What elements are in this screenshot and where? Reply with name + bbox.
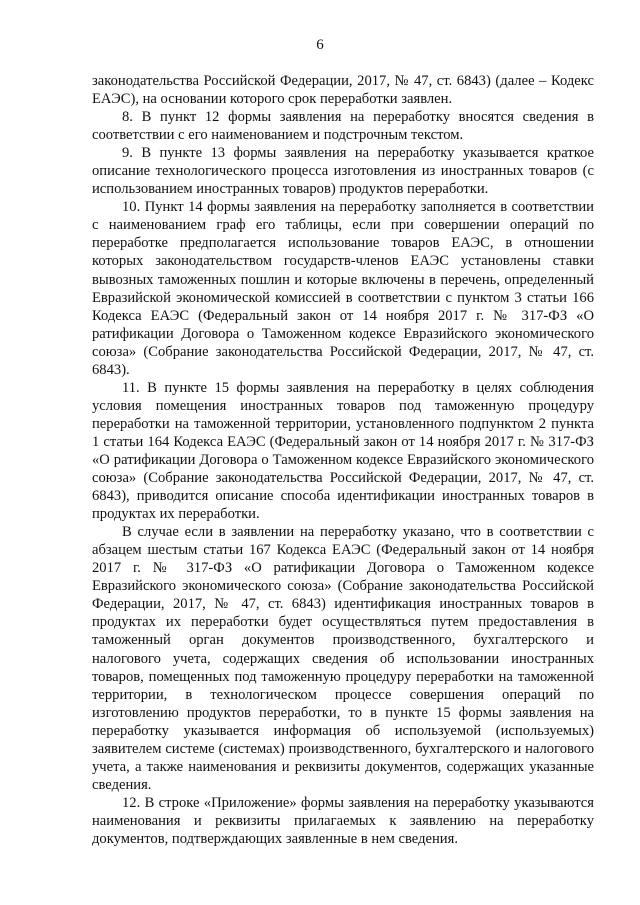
paragraph-item-12: 12. В строке «Приложение» формы заявления на переработку указываются наименования и реквизиты прилагаемых к заявлению на переработку документов, подтверждающих заявленные в нем сведения.	[92, 794, 594, 847]
paragraph-continuation: законодательства Российской Федерации, 2017, № 47, ст. 6843) (далее – Кодекс ЕАЭС), на основании которого срок переработки заявлен.	[92, 73, 594, 108]
paragraph-item-10: 10. Пункт 14 формы заявления на переработку заполняется в соответствии с наименованием граф его таблицы, если при совершении операций по переработке предполагается использование товаров ЕАЭС, в отношении которых законодательством государств-членов ЕАЭС установлены ставки вывозных таможенных пошлин и которые включены в перечень, определенный Евразийской экономической комиссией в соответствии с пунктом 3 статьи 166 Кодекса ЕАЭС (Федеральный закон от 14 ноября 2017 г. № 317-ФЗ «О ратификации Договора о Таможенном кодексе Евразийского экономического союза» (Собрание законодательства Российской Федерации, 2017, № 47, ст. 6843).	[92, 199, 594, 378]
paragraph-item-9: 9. В пункте 13 формы заявления на переработку указывается краткое описание технологического процесса изготовления из иностранных товаров (с использованием иностранных товаров) продуктов переработки.	[92, 145, 594, 198]
page-number: 6	[316, 37, 324, 53]
paragraph-item-8: 8. В пункт 12 формы заявления на переработку вносятся сведения в соответствии с его наименованием и подстрочным текстом.	[92, 109, 594, 144]
document-body	[92, 72, 594, 848]
paragraph-item-11: 11. В пункте 15 формы заявления на переработку в целях соблюдения условия помещения иностранных товаров под таможенную процедуру переработки на таможенной территории, установленного подпунктом 2 пункта 1 статьи 164 Кодекса ЕАЭС (Федеральный закон от 14 ноября 2017 г. № 317-ФЗ «О ратификации Договора о Таможенном кодексе Евразийского экономического союза» (Собрание законодательства Российской Федерации, 2017, № 47, ст. 6843), приводится описание способа идентификации иностранных товаров в продуктах их переработки.	[92, 379, 594, 523]
paragraph-item-11-case: В случае если в заявлении на переработку указано, что в соответствии с абзацем шестым статьи 167 Кодекса ЕАЭС (Федеральный закон от 14 ноября 2017 г. № 317-ФЗ «О ратификации Договора о Таможенном кодексе Евразийского экономического союза» (Собрание законодательства Российской Федерации, 2017, № 47, ст. 6843) идентификация иностранных товаров в продуктах их переработки будет осуществляться путем предоставления в таможенный орган документов производственного, бухгалтерского и налогового учета, содержащих сведения об использовании иностранных товаров, помещенных под таможенную процедуру переработки на таможенной территории, в технологическом процессе совершения операций по изготовлению продуктов переработки, то в пункте 15 формы заявления на переработку указывается информация об используемой (используемых) заявителем системе (системах) производственного, бухгалтерского и налогового учета, а также наименования и реквизиты документов, содержащих указанные сведения.	[92, 524, 594, 793]
